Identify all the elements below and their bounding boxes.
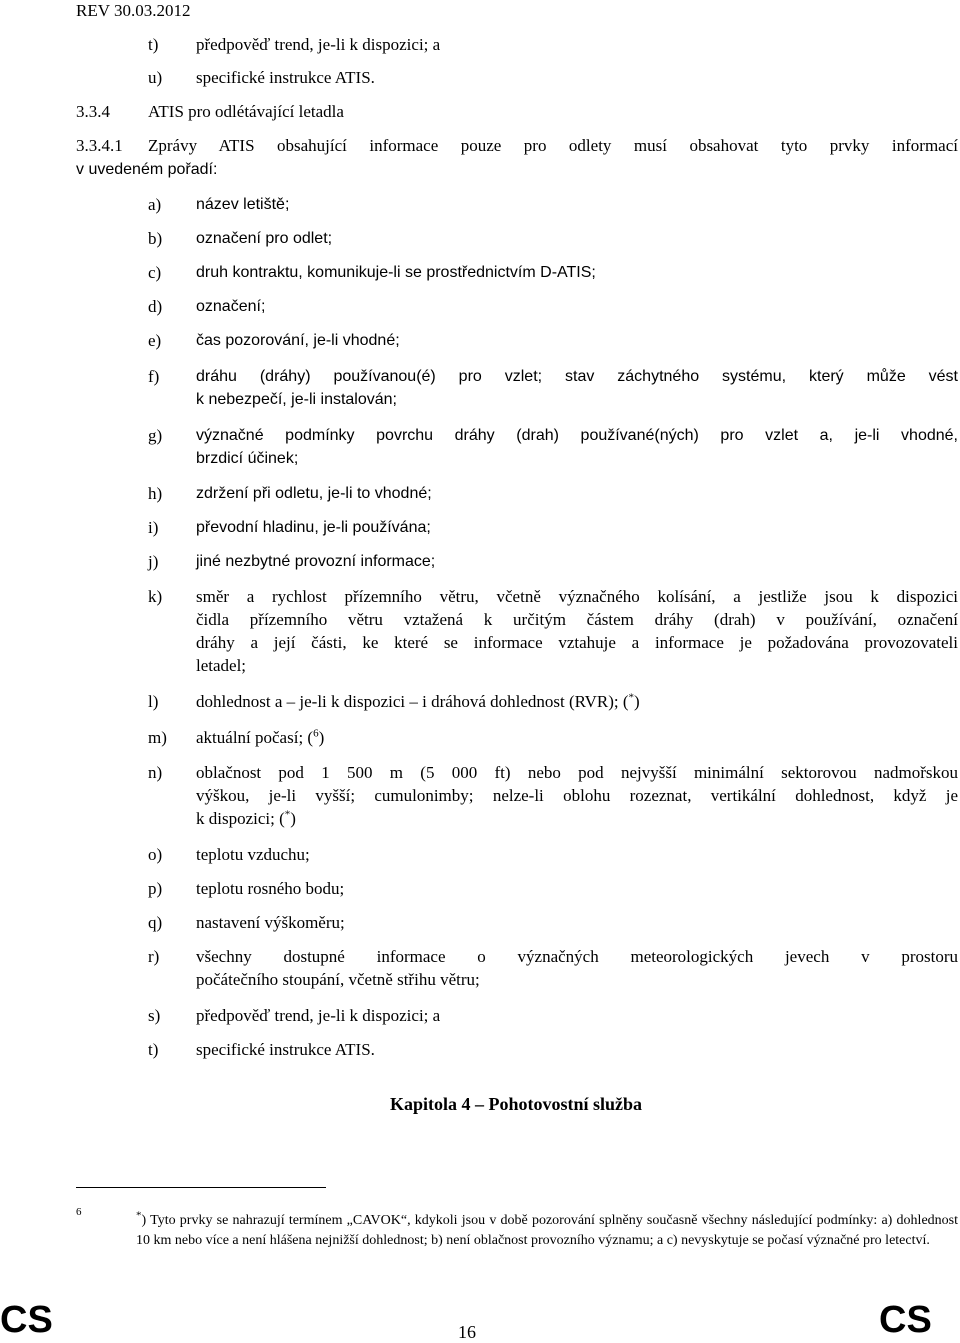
item-text: převodní hladinu, je-li používána; — [196, 519, 431, 536]
section-title: ATIS pro odlétávající letadla — [148, 102, 344, 121]
item-label: a) — [148, 195, 162, 214]
item-label: p) — [148, 879, 163, 898]
document-revision: REV 30.03.2012 — [76, 1, 191, 20]
item-text-part: k dispozici; ( — [196, 809, 285, 828]
item-text-line: brzdicí účinek; — [196, 450, 299, 467]
item-text-part: ) — [634, 692, 640, 711]
subsection-number: 3.3.4.1 — [76, 136, 123, 155]
item-text: označení pro odlet; — [196, 230, 333, 247]
footnote-marker: * — [136, 1209, 142, 1222]
item-label: j) — [148, 552, 159, 571]
chapter-heading: Kapitola 4 – Pohotovostní služba — [389, 1094, 643, 1114]
item-text: název letiště; — [196, 196, 290, 213]
item-text: předpověď trend, je-li k dispozici; a — [196, 35, 441, 54]
item-text: teplotu vzduchu; — [196, 845, 310, 864]
item-text-line: všechny dostupné informace o význačných meteorologických jevech v prostoru — [196, 947, 958, 966]
item-label: r) — [148, 947, 160, 966]
item-label: q) — [148, 913, 163, 932]
item-label: c) — [148, 263, 162, 282]
item-text-line: dráhu (dráhy) používanou(é) pro vzlet; stav záchytného systému, který může vést — [196, 368, 958, 385]
item-label: n) — [148, 763, 163, 782]
item-text-line: význačné podmínky povrchu dráhy (drah) používané(ných) pro vzlet a, je-li vhodné, — [196, 427, 958, 444]
item-label: d) — [148, 297, 163, 316]
item-label: i) — [148, 518, 159, 537]
footer-language-left: CS — [0, 1299, 53, 1341]
item-text-line — [196, 807, 958, 830]
item-text-line: k nebezpečí, je-li instalován; — [196, 391, 397, 408]
subsection-text-line2: v uvedeném pořadí: — [76, 161, 218, 178]
footnote-text — [136, 1211, 958, 1251]
footnote-number: 6 — [76, 1206, 82, 1218]
item-text-line: výškou, je-li vyšší; cumulonimby; nelze-li oblohu rozeznat, vertikální dohlednost, když je — [196, 786, 958, 805]
item-text: teplotu rosného bodu; — [196, 879, 345, 898]
subsection-text-line1: Zprávy ATIS obsahující informace pouze pro odlety musí obsahovat tyto prvky informací — [148, 136, 958, 155]
item-label: k) — [148, 587, 163, 606]
item-text-part: ) — [318, 728, 325, 747]
item-text: jiné nezbytné provozní informace; — [196, 553, 436, 570]
item-label: b) — [148, 229, 163, 248]
item-label: l) — [148, 692, 159, 711]
section-number: 3.3.4 — [76, 102, 110, 121]
item-text — [196, 726, 958, 749]
item-text — [196, 690, 958, 713]
footer-language-right: CS — [879, 1299, 932, 1341]
item-label: o) — [148, 845, 163, 864]
footnote-marker: * — [628, 691, 635, 704]
item-text: druh kontraktu, komunikuje-li se prostřednictvím D-ATIS; — [196, 264, 596, 281]
item-text: specifické instrukce ATIS. — [196, 68, 375, 87]
item-label: m) — [148, 728, 167, 747]
item-label: f) — [148, 367, 160, 386]
item-label: h) — [148, 484, 163, 503]
item-text-part: ) — [290, 809, 296, 828]
item-text-line: letadel; — [196, 656, 247, 675]
footnote-separator — [76, 1187, 326, 1188]
item-label: u) — [148, 68, 163, 87]
item-text-line: čidla přízemního větru vztažená k určitým částem dráhy (drah) v používání, označení — [196, 610, 958, 629]
item-label: g) — [148, 426, 163, 445]
item-text-line: počátečního stoupání, včetně střihu větru; — [196, 970, 480, 989]
item-text-part: aktuální počasí; ( — [196, 728, 314, 747]
item-label: e) — [148, 331, 162, 350]
footnote-marker: * — [284, 808, 291, 821]
item-text-part: dohlednost a – je-li k dispozici – i dráhová dohlednost (RVR); ( — [196, 692, 629, 711]
item-text: čas pozorování, je-li vhodné; — [196, 332, 400, 349]
item-text: předpověď trend, je-li k dispozici; a — [196, 1006, 441, 1025]
item-text-line: oblačnost pod 1 500 m (5 000 ft) nebo pod nejvyšší minimální sektorovou nadmořskou — [196, 763, 958, 782]
footnote-body: ) Tyto prvky se nahrazují termínem „CAVOK“, kdykoli jsou v době pozorování splněny současně všechny následující podmínky: a) dohlednost 10 km nebo více a není hlášena nejnižší dohlednost; b) není oblačnost provozního významu; a c) nevyskytuje se počasí význačné pro letectví. — [136, 1213, 958, 1248]
item-label: t) — [148, 35, 159, 54]
page-number: 16 — [458, 1322, 476, 1342]
item-text-line: směr a rychlost přízemního větru, včetně význačného kolísání, a jestliže jsou k dispozici — [196, 587, 958, 606]
item-label: t) — [148, 1040, 159, 1059]
item-label: s) — [148, 1006, 161, 1025]
item-text: označení; — [196, 298, 266, 315]
item-text: zdržení při odletu, je-li to vhodné; — [196, 485, 432, 502]
footnote-marker: 6 — [313, 727, 319, 740]
item-text: specifické instrukce ATIS. — [196, 1040, 375, 1059]
item-text-line: dráhy a její části, ke které se informace vztahuje a informace je požadována provozovateli — [196, 633, 958, 652]
item-text: nastavení výškoměru; — [196, 913, 345, 932]
